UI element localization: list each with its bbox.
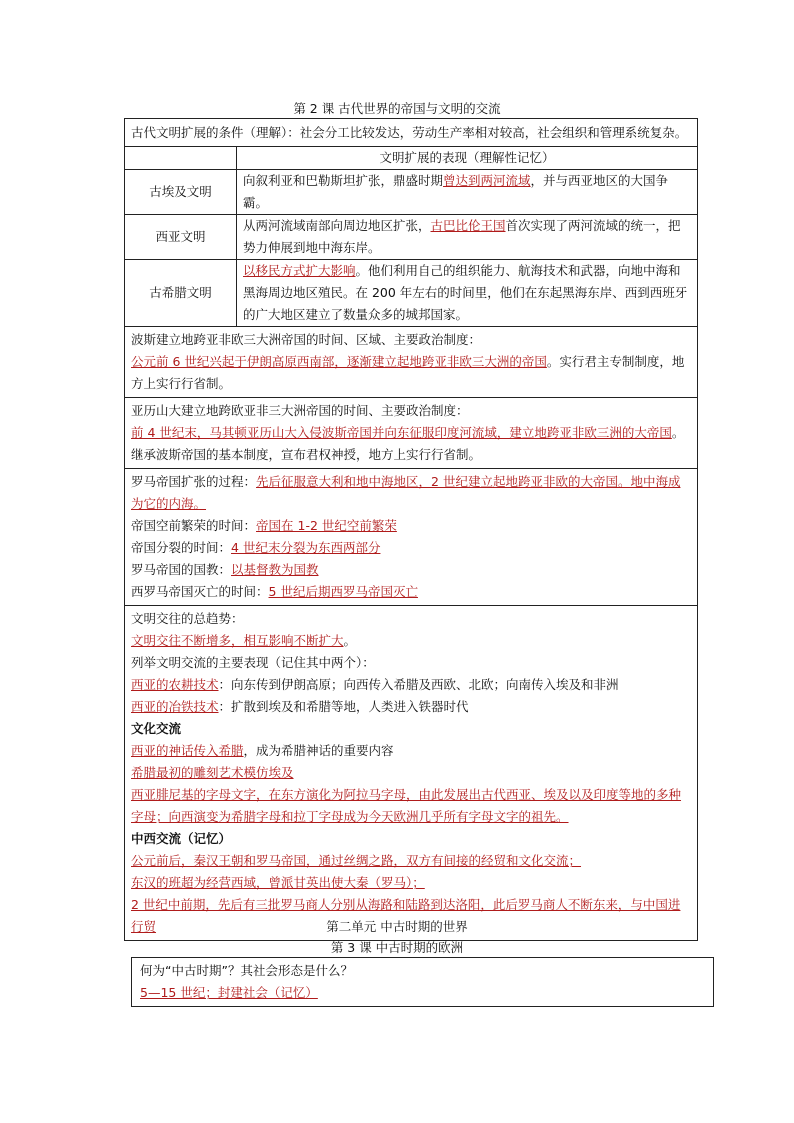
- alphabet-item: [131, 784, 691, 828]
- header-empty-cell: [125, 147, 237, 170]
- header-col2: 文明扩展的表现（理解性记忆）: [237, 147, 698, 170]
- lesson3-table: [131, 957, 714, 1007]
- exchange-cell: [125, 606, 698, 941]
- lesson3-answer: [140, 982, 705, 1004]
- greece-text-b: 。他们利用自己的组织能力、航海技术和武器，向地中海和黑海周边地区殖民。在 200 年左右的时间里，他们在东起黑海东岸、西到西班牙的广大地区建立了数量众多的城邦国家。: [243, 263, 688, 322]
- rome-a4: 以基督教为国教: [231, 562, 319, 577]
- row-label-westasia: 西亚文明: [125, 215, 237, 260]
- lesson3-cell: [132, 958, 714, 1007]
- rome-q1: 罗马帝国扩张的过程：: [131, 474, 257, 489]
- westasia-text-a: 从两河流域南部向周边地区扩张，: [243, 218, 431, 233]
- lesson2-title: 第 2 课 古代世界的帝国与文明的交流: [293, 101, 501, 116]
- metal-rest: ：扩散到埃及和希腊等地，人类进入铁器时代: [218, 699, 469, 714]
- westasia-text-b: 首次实现了两河流域的统一，把势力伸展到地中海东岸。: [243, 218, 681, 255]
- lesson2-table: [124, 118, 698, 941]
- rome-q3: 帝国分裂的时间：: [131, 540, 232, 555]
- row-content-westasia: [237, 215, 698, 260]
- row-content-egypt: [237, 170, 698, 215]
- egypt-text-a: 向叙利亚和巴勒斯坦扩张，鼎盛时期: [243, 173, 444, 188]
- myth-red: 西亚的神话传入希腊: [131, 743, 244, 758]
- rome-q2: 帝国空前繁荣的时间：: [131, 518, 257, 533]
- art-item: [131, 762, 691, 784]
- persia-answer-rest: 。实行君主专制制度，地方上实行行省制。: [131, 354, 685, 391]
- conditions-text: 古代文明扩展的条件（理解）：社会分工比较发达，劳动生产率相对较高，社会组织和管理系统复杂。: [131, 125, 688, 140]
- sino-item-1: [131, 850, 691, 872]
- rome-a5: 5 世纪后期西罗马帝国灭亡: [268, 584, 418, 599]
- alexander-answer-red: 前 4 世纪末，马其顿亚历山大入侵波斯帝国并向东征服印度河流域，建立地跨亚非欧三洲的大帝国: [131, 425, 672, 440]
- lesson3-answer-red: 5—15 世纪；封建社会（记忆）: [140, 985, 318, 1000]
- lesson3-question: 何为“中古时期”？其社会形态是什么？: [140, 963, 353, 978]
- rome-a3: 4 世纪末分裂为东西两部分: [231, 540, 381, 555]
- alexander-answer: [131, 422, 691, 466]
- rome-prosperity: [131, 515, 691, 537]
- rome-expansion: [131, 471, 691, 515]
- unit2-title: 第二单元 中古时期的世界: [326, 919, 468, 934]
- sino3-red: 2 世纪中前期，先后有三批罗马商人分别从海路和陆路到达洛阳，此后罗马商人不断东来，与中国进行贸: [131, 897, 681, 934]
- art-red: 希腊最初的雕刻艺术模仿埃及: [131, 765, 294, 780]
- rome-a2: 帝国在 1-2 世纪空前繁荣: [256, 518, 397, 533]
- sino1-red: 公元前后，秦汉王朝和罗马帝国，通过丝绸之路，双方有间接的经贸和文化交流；: [131, 853, 582, 868]
- rome-fall: [131, 581, 691, 603]
- agri-rest: ：向东传到伊朗高原；向西传入希腊及西欧、北欧；向南传入埃及和非洲: [218, 677, 619, 692]
- sino-heading: 中西交流（记忆）: [131, 831, 232, 846]
- alexander-cell: [125, 398, 698, 469]
- row-content-greece: [237, 260, 698, 327]
- greece-text-red: 以移民方式扩大影响: [243, 263, 356, 278]
- westasia-text-red: 古巴比伦王国: [430, 218, 506, 233]
- row-label-greece: 古希腊文明: [125, 260, 237, 327]
- persia-cell: [125, 327, 698, 398]
- persia-answer: [131, 351, 691, 395]
- lesson3-title: 第 3 课 中古时期的欧洲: [330, 940, 464, 955]
- rome-q4: 罗马帝国的国教：: [131, 562, 232, 577]
- rome-split: [131, 537, 691, 559]
- egypt-text-b: ，并与西亚地区的大国争霸。: [243, 173, 669, 210]
- trend-question: 文明交往的总趋势：: [131, 611, 244, 626]
- myth-item: [131, 740, 691, 762]
- trend-answer-end: 。: [343, 633, 357, 648]
- rome-cell: [125, 469, 698, 606]
- conditions-cell: [125, 119, 698, 147]
- list-question: 列举文明交流的主要表现（记住其中两个）：: [131, 655, 375, 670]
- alexander-answer-rest: 。继承波斯帝国的基本制度，宣布君权神授，地方上实行行省制。: [131, 425, 685, 462]
- trend-answer-red: 文明交往不断增多，相互影响不断扩大: [131, 633, 344, 648]
- persia-answer-red: 公元前 6 世纪兴起于伊朗高原西南部，逐渐建立起地跨亚非欧三大洲的帝国: [131, 354, 547, 369]
- trend-answer: [131, 630, 691, 652]
- alexander-question: 亚历山大建立地跨欧亚非三大洲帝国的时间、主要政治制度：: [131, 403, 469, 418]
- metal-item: [131, 696, 691, 718]
- agri-red: 西亚的农耕技术: [131, 677, 219, 692]
- egypt-text-red: 曾达到两河流域: [443, 173, 531, 188]
- persia-question: 波斯建立地跨亚非欧三大洲帝国的时间、区域、主要政治制度：: [131, 332, 482, 347]
- rome-a1: 先后征服意大利和地中海地区，2 世纪建立起地跨亚非欧的大帝国。地中海成为它的内海。: [131, 474, 681, 511]
- sino2-red: 东汉的班超为经营西域，曾派甘英出使大秦（罗马）；: [131, 875, 425, 890]
- rome-religion: [131, 559, 691, 581]
- row-label-egypt: 古埃及文明: [125, 170, 237, 215]
- rome-q5: 西罗马帝国灭亡的时间：: [131, 584, 269, 599]
- alphabet-red: 西亚腓尼基的字母文字，在东方演化为阿拉马字母，由此发展出古代西亚、埃及以及印度等地的多种字母；向西演变为希腊字母和拉丁字母成为今天欧洲几乎所有字母文字的祖先。: [131, 787, 682, 824]
- agri-item: [131, 674, 691, 696]
- myth-rest: ，成为希腊神话的重要内容: [243, 743, 394, 758]
- metal-red: 西亚的冶铁技术: [131, 699, 219, 714]
- culture-heading: 文化交流: [131, 721, 182, 736]
- sino-item-2: [131, 872, 691, 894]
